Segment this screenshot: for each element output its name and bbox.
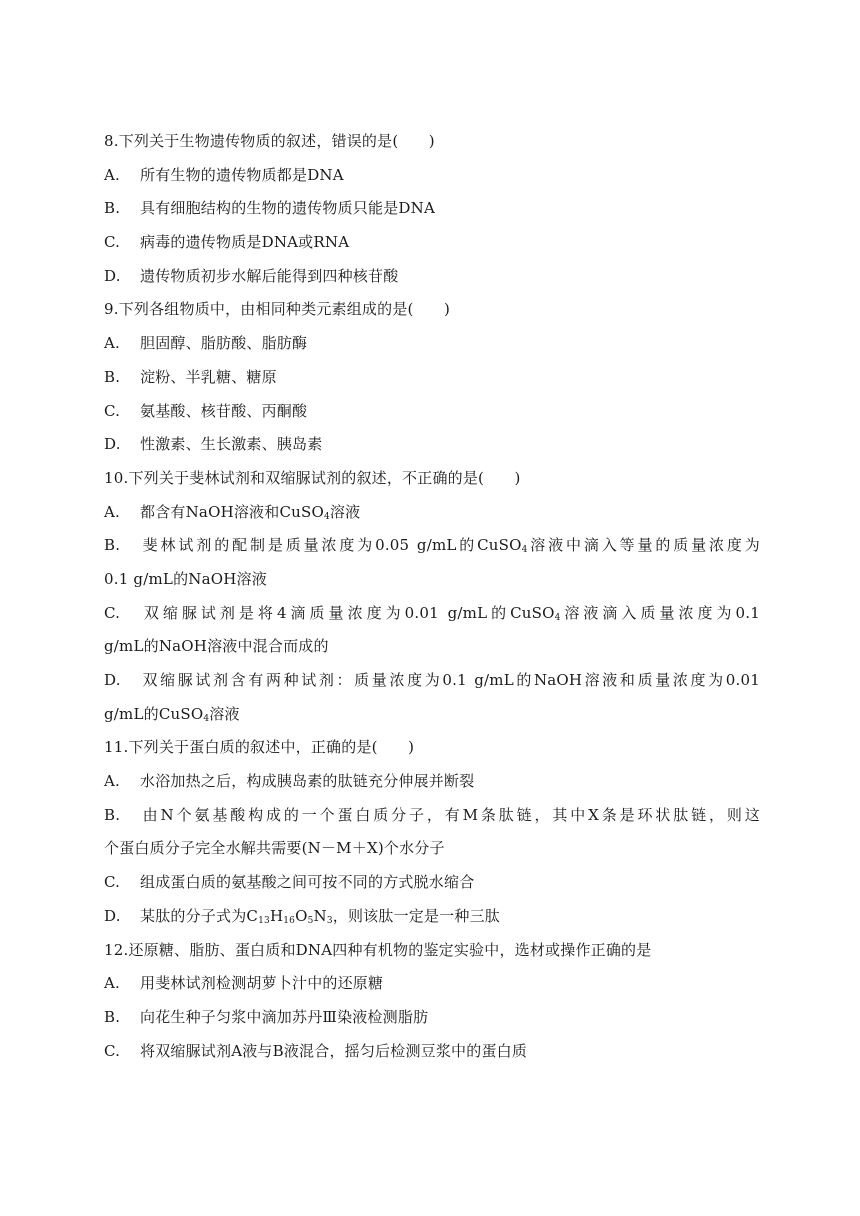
subscript: 4 <box>323 511 330 522</box>
exam-page <box>104 125 760 1068</box>
option-text: 氨基酸、核苷酸、丙酮酸 <box>140 401 308 420</box>
option-text: 某肽的分子式为C <box>140 906 259 925</box>
option-letter: A. <box>104 165 121 184</box>
q8-option-d <box>104 260 760 294</box>
formula-element: H <box>269 906 284 925</box>
q12-option-c <box>104 1035 760 1069</box>
option-text: 双缩脲试剂含有两种试剂：质量浓度为0.1 g/mL的NaOH溶液和质量浓度为0.01 <box>140 671 760 689</box>
option-text: 胆固醇、脂肪酸、脂肪酶 <box>140 334 308 353</box>
question-12-stem: 12.还原糖、脂肪、蛋白质和DNA四种有机物的鉴定实验中，选材或操作正确的是 <box>104 940 652 959</box>
subscript: 3 <box>326 915 333 926</box>
option-text: 遗传物质初步水解后能得到四种核苷酸 <box>140 266 399 285</box>
q8-option-a <box>104 159 760 193</box>
option-text: 病毒的遗传物质是DNA或RNA <box>140 233 350 252</box>
q11-option-c <box>104 866 760 900</box>
option-letter: B. <box>104 805 121 824</box>
option-text: 溶液中滴入等量的质量浓度为 <box>527 536 760 555</box>
option-letter: C. <box>104 1041 121 1060</box>
option-letter: C. <box>104 401 121 420</box>
q11-option-a <box>104 765 760 799</box>
q9-option-a <box>104 327 760 361</box>
option-text: 用斐林试剂检测胡萝卜汁中的还原糖 <box>140 974 384 993</box>
q8-option-c <box>104 226 760 260</box>
q12-option-b <box>104 1001 760 1035</box>
option-text: 水浴加热之后，构成胰岛素的肽链充分伸展并断裂 <box>140 772 475 791</box>
option-text: 所有生物的遗传物质都是DNA <box>140 165 344 184</box>
q10-option-c-line1 <box>104 597 760 631</box>
q10-option-a <box>104 496 760 530</box>
option-text: ，则该肽一定是一种三肽 <box>332 906 500 925</box>
option-letter: A. <box>104 772 121 791</box>
q12-option-a <box>104 967 760 1001</box>
q11-option-b-line1 <box>104 799 760 833</box>
option-text: 溶液 <box>329 502 361 521</box>
option-letter: D. <box>104 906 121 925</box>
option-text: g/mL的CuSO <box>104 704 204 723</box>
option-text: 都含有NaOH溶液和CuSO <box>140 502 324 521</box>
option-text: 由N个氨基酸构成的一个蛋白质分子，有M条肽链，其中X条是环状肽链，则这 <box>140 805 760 824</box>
subscript: 5 <box>307 915 314 926</box>
q10-option-d-line2 <box>104 698 760 732</box>
formula-element: O <box>295 906 308 925</box>
q10-option-d-line1 <box>104 664 760 698</box>
q8-option-b <box>104 192 760 226</box>
option-letter: C. <box>104 603 121 622</box>
q9-option-b <box>104 361 760 395</box>
option-letter: D. <box>104 671 121 689</box>
option-letter: B. <box>104 199 121 218</box>
option-letter: C. <box>104 873 121 892</box>
option-text: 淀粉、半乳糖、糖原 <box>140 367 277 386</box>
option-letter: B. <box>104 536 121 555</box>
q11-option-d <box>104 900 760 934</box>
formula-element: N <box>313 906 327 925</box>
q9-option-c <box>104 395 760 429</box>
q10-option-b-line1 <box>104 529 760 563</box>
option-letter: A. <box>104 502 121 521</box>
option-letter: C. <box>104 233 121 252</box>
q10-option-c-line2: g/mL的NaOH溶液中混合而成的 <box>104 637 329 656</box>
option-letter: B. <box>104 1007 121 1026</box>
question-10-stem: 10.下列关于斐林试剂和双缩脲试剂的叙述，不正确的是( ) <box>104 468 521 487</box>
option-text: 溶液 <box>209 704 240 723</box>
option-letter: D. <box>104 435 121 454</box>
option-letter: A. <box>104 974 121 993</box>
subscript: 4 <box>521 545 528 556</box>
question-8-stem: 8.下列关于生物遗传物质的叙述，错误的是( ) <box>104 132 435 150</box>
option-text: 将双缩脲试剂A液与B液混合，摇匀后检测豆浆中的蛋白质 <box>140 1041 528 1060</box>
question-9-stem: 9.下列各组物质中，由相同种类元素组成的是( ) <box>104 300 451 319</box>
option-letter: D. <box>104 266 121 285</box>
subscript: 13 <box>258 915 270 926</box>
subscript: 4 <box>203 713 210 724</box>
subscript: 4 <box>554 612 561 623</box>
option-text: 溶液滴入质量浓度为0.1 <box>560 603 760 622</box>
q11-option-b-line2: 个蛋白质分子完全水解共需要(N－M＋X)个水分子 <box>104 839 445 858</box>
subscript: 16 <box>283 915 296 926</box>
option-text: 斐林试剂的配制是质量浓度为0.05 g/mL的CuSO <box>140 536 522 555</box>
option-letter: B. <box>104 367 121 386</box>
q9-option-d <box>104 428 760 462</box>
option-letter: A. <box>104 334 121 353</box>
q10-option-b-line2: 0.1 g/mL的NaOH溶液 <box>104 569 267 588</box>
option-text: 性激素、生长激素、胰岛素 <box>140 435 323 454</box>
question-11-stem: 11.下列关于蛋白质的叙述中，正确的是( ) <box>104 738 415 757</box>
option-text: 具有细胞结构的生物的遗传物质只能是DNA <box>140 199 435 218</box>
option-text: 双缩脲试剂是将4滴质量浓度为0.01 g/mL的CuSO <box>140 603 555 622</box>
option-text: 组成蛋白质的氨基酸之间可按不同的方式脱水缩合 <box>140 873 475 892</box>
option-text: 向花生种子匀浆中滴加苏丹Ⅲ染液检测脂肪 <box>140 1007 429 1026</box>
